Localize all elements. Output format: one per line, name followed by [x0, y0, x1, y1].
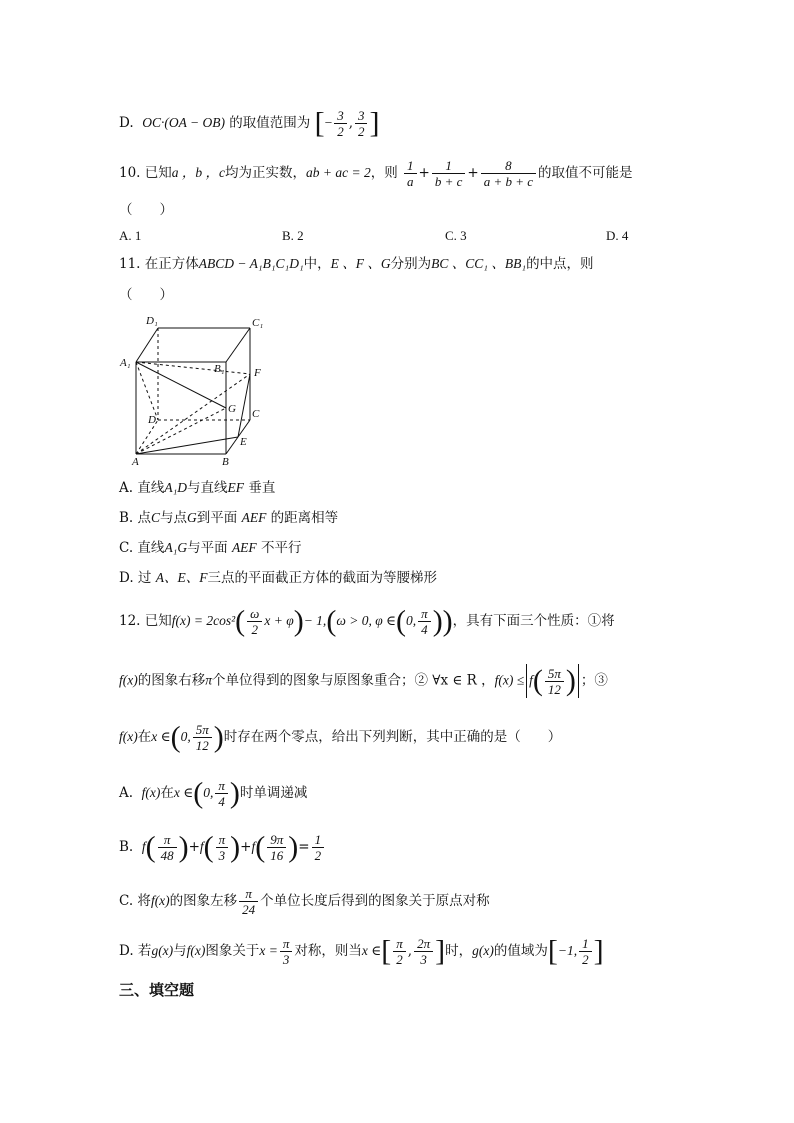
question-11 — [119, 254, 594, 274]
math: f(x) — [186, 943, 206, 958]
q12-option-c — [119, 886, 490, 917]
section-title: 三、填空题 — [119, 981, 195, 999]
q11-option-b — [119, 508, 338, 528]
question-text: 在 — [137, 729, 152, 745]
option-text: 到平面 — [196, 510, 238, 526]
label-A: A — [132, 456, 139, 468]
option-label: A. — [119, 785, 134, 801]
option-label: D. 若 — [119, 943, 152, 959]
frac-den: 4 — [421, 622, 428, 637]
math: f(x) ≤ — [494, 672, 525, 688]
math: EF — [227, 480, 245, 495]
math: x ∈ — [151, 729, 171, 744]
option-label: B. — [119, 839, 134, 855]
frac-num: 3 — [334, 108, 347, 124]
q11-option-a — [119, 478, 275, 498]
math-edges: BC 、CC₁ 、BB₁ — [431, 256, 527, 271]
math: 0, — [203, 785, 214, 800]
math: A₁D — [164, 480, 188, 495]
math: f(x) — [119, 672, 138, 688]
math: f — [141, 839, 146, 854]
math: x = — [259, 943, 278, 958]
option-text: 时， — [445, 943, 473, 959]
label-D: D — [148, 414, 156, 426]
option-label: D. — [119, 115, 134, 131]
math: f — [251, 839, 256, 854]
option-text: B. 点 — [119, 510, 152, 526]
cube-figure — [118, 312, 278, 468]
math-points: E 、F 、G — [330, 256, 391, 271]
option-text: 与点 — [160, 510, 188, 526]
frac-num: 3 — [355, 108, 368, 124]
frac-num: 5π — [193, 722, 212, 738]
frac-num: π — [418, 606, 431, 622]
frac-den: 12 — [195, 738, 209, 753]
math: −1, — [557, 943, 578, 958]
label-C: C — [252, 408, 260, 420]
question-text: 的图象右移 — [137, 672, 206, 689]
option-text: A. 直线 — [119, 480, 165, 496]
math: f(x) — [119, 729, 138, 744]
option-text: 图象关于 — [205, 943, 260, 959]
question-number: 12. — [119, 613, 141, 629]
q12-option-a: A. f(x)在x ∈(0, $\frac{\pi}{4}$ )时单调递减 — [119, 776, 308, 810]
label-B1: B₁ — [214, 363, 225, 375]
frac-num: π — [239, 886, 258, 902]
question-number: 11. — [119, 256, 141, 272]
frac-num: ω — [247, 606, 262, 622]
math: x ∈ — [173, 785, 194, 800]
question-number: 10. — [119, 165, 141, 181]
frac-den: 3 — [282, 952, 290, 967]
label-F: F — [254, 367, 261, 379]
frac-den: 12 — [547, 681, 561, 697]
option-text: 时单调递减 — [239, 785, 308, 801]
label-A1: A₁ — [120, 357, 131, 369]
q12-option-d: D. 若g(x)与f(x)图象关于x = $\frac{\pi}{3}$ 对称，则当x ∈[ $\frac{\pi}{2}$ , $\frac{2\pi}{3}$ ]时，g(x)的值域为[−1, $\frac{1}{2}$ ] — [119, 934, 604, 968]
option-text: 在 — [160, 785, 174, 801]
question-text: ；③ — [580, 672, 608, 689]
frac-num: 1 — [312, 832, 325, 848]
option-text: 垂直 — [248, 480, 276, 496]
frac-den: 2 — [314, 848, 322, 863]
label-G: G — [228, 403, 236, 415]
frac-den: 3 — [218, 848, 226, 863]
frac-den: b + c — [434, 174, 463, 189]
frac-den: 16 — [270, 848, 284, 863]
q9-option-d: D. OC·(OA − OB) 的取值范围为 [− $\frac{3}{2}$ , $\frac{3}{2}$ ] — [119, 106, 380, 140]
math: x ∈ — [361, 943, 382, 958]
q10-option-a: A. 1 — [119, 228, 142, 243]
q10-answer-paren: （ ） — [119, 202, 173, 218]
frac-num: 5π — [545, 666, 564, 682]
frac-den: 24 — [242, 902, 256, 917]
math-condition: ab + ac = 2 — [306, 165, 371, 180]
option-text: 与 — [173, 943, 187, 959]
option-text: 个单位长度后得到的图象关于原点对称 — [260, 893, 490, 909]
math: g(x) — [472, 943, 494, 958]
frac-den: 3 — [420, 952, 427, 967]
question-text: 在正方体 — [144, 256, 199, 272]
question-12: 12. 已知f(x) = 2cos²( $\frac{\omega}{2}$ x + φ)− 1,(ω > 0, φ ∈(0, $\frac{\pi}{4}$ ))，具有下面三个性质：①将 — [119, 604, 615, 638]
math: f — [529, 672, 533, 688]
option-text: D. 过 — [119, 570, 152, 586]
q12-line-3: f(x)在x ∈(0, $\frac{5\pi}{12}$ )时存在两个零点，给出下列判断，其中正确的是（ ） — [119, 720, 562, 754]
question-text: 时存在两个零点，给出下列判断，其中正确的是（ ） — [223, 729, 562, 745]
question-text: 已知 — [144, 613, 172, 629]
frac-den: 2 — [337, 124, 344, 139]
question-text: 个单位得到的图象与原图象重合；② ∀x ∈ R ， — [212, 672, 495, 689]
option-text: 的图象左移 — [169, 893, 238, 909]
frac-num: π — [280, 936, 293, 952]
q11-option-c — [119, 538, 301, 558]
label-D1: D₁ — [146, 315, 158, 327]
label-C1: C₁ — [252, 317, 264, 329]
frac-num: 1 — [432, 158, 466, 174]
question-text: 分别为 — [390, 256, 432, 272]
question-text: 的取值不可能是 — [538, 165, 633, 181]
frac-den: 2 — [251, 622, 259, 637]
math: 0, — [180, 729, 191, 744]
frac-num: 2π — [414, 936, 433, 952]
question-text: 的中点，则 — [526, 256, 594, 272]
math: π — [205, 672, 212, 688]
frac-num: π — [393, 936, 406, 952]
math: x + φ — [264, 613, 294, 628]
question-text: 已知 — [144, 165, 172, 181]
math: A₁G — [164, 540, 188, 555]
math-vars: a ，b ，c — [171, 165, 226, 180]
math: f(x) — [141, 785, 161, 800]
frac-num: π — [216, 832, 229, 848]
option-text: 的值域为 — [493, 943, 548, 959]
option-text: 不平行 — [260, 540, 302, 556]
frac-num: 9π — [267, 832, 286, 848]
q12-line-2: f(x)的图象右移π个单位得到的图象与原图象重合；② ∀x ∈ R ，f(x) ≤ f( $\frac{5\pi}{12}$ ) ；③ — [119, 664, 608, 697]
q11-answer-paren: （ ） — [119, 287, 173, 303]
question-10: 10. 已知a ，b ，c均为正实数，ab + ac = 2，则 $\frac{1}{a}$ + $\frac{1}{b + c}$ + $\frac{8}{a + b + c}$ 的取值不可能是 — [119, 158, 633, 189]
option-text: 与平面 — [187, 540, 228, 556]
frac-num: π — [158, 832, 177, 848]
option-text: 的取值范围为 — [229, 115, 311, 131]
option-text: 的距离相等 — [270, 510, 339, 526]
option-text: 三点的平面截正方体的截面为等腰梯形 — [207, 570, 437, 586]
math: f — [199, 839, 204, 854]
math: f(x) = 2cos² — [171, 613, 236, 628]
math: A、E、F — [155, 570, 208, 585]
frac-den: a + b + c — [483, 174, 534, 189]
vector-expression: OC·(OA − OB) — [142, 115, 225, 130]
label-B: B — [222, 456, 229, 468]
q11-option-d — [119, 568, 437, 588]
frac-num: π — [215, 778, 228, 794]
math: AEF — [241, 510, 267, 525]
frac-den: 2 — [357, 124, 365, 139]
math: f(x) — [150, 893, 170, 908]
math-cube: ABCD − A₁B₁C₁D₁ — [198, 256, 304, 271]
q12-option-b: B. f( $\frac{\pi}{48}$ )+f( $\frac{\pi}{3}$ )+f( $\frac{9\pi}{16}$ )= $\frac{1}{2}$ — [119, 832, 326, 863]
frac-den: 4 — [218, 794, 225, 809]
option-text: 对称，则当 — [294, 943, 362, 959]
label-E: E — [240, 436, 247, 448]
question-text: 中， — [303, 256, 331, 272]
q10-option-c: C. 3 — [445, 228, 467, 243]
frac-den: 2 — [396, 952, 403, 967]
math: − 1, — [303, 613, 327, 628]
option-text: 与直线 — [187, 480, 228, 496]
math: g(x) — [151, 943, 174, 958]
question-text: ，具有下面三个性质：①将 — [452, 613, 615, 629]
frac-den: 48 — [160, 848, 174, 863]
frac-num: 1 — [579, 936, 592, 952]
math: 0, — [406, 613, 417, 628]
q10-option-b: B. 2 — [282, 228, 304, 243]
math: C — [151, 510, 161, 525]
frac-den: 2 — [582, 952, 589, 967]
frac-num: 1 — [404, 158, 417, 174]
option-label: C. 将 — [119, 893, 151, 909]
math: ω > 0, φ ∈ — [336, 613, 397, 628]
option-text: C. 直线 — [119, 540, 165, 556]
math: G — [187, 510, 197, 525]
q10-option-d: D. 4 — [606, 228, 629, 243]
frac-den: a — [407, 174, 414, 189]
math: AEF — [231, 540, 257, 555]
question-text: ，则 — [370, 165, 398, 181]
question-text: 均为正实数， — [225, 165, 307, 181]
frac-num: 8 — [481, 158, 536, 174]
